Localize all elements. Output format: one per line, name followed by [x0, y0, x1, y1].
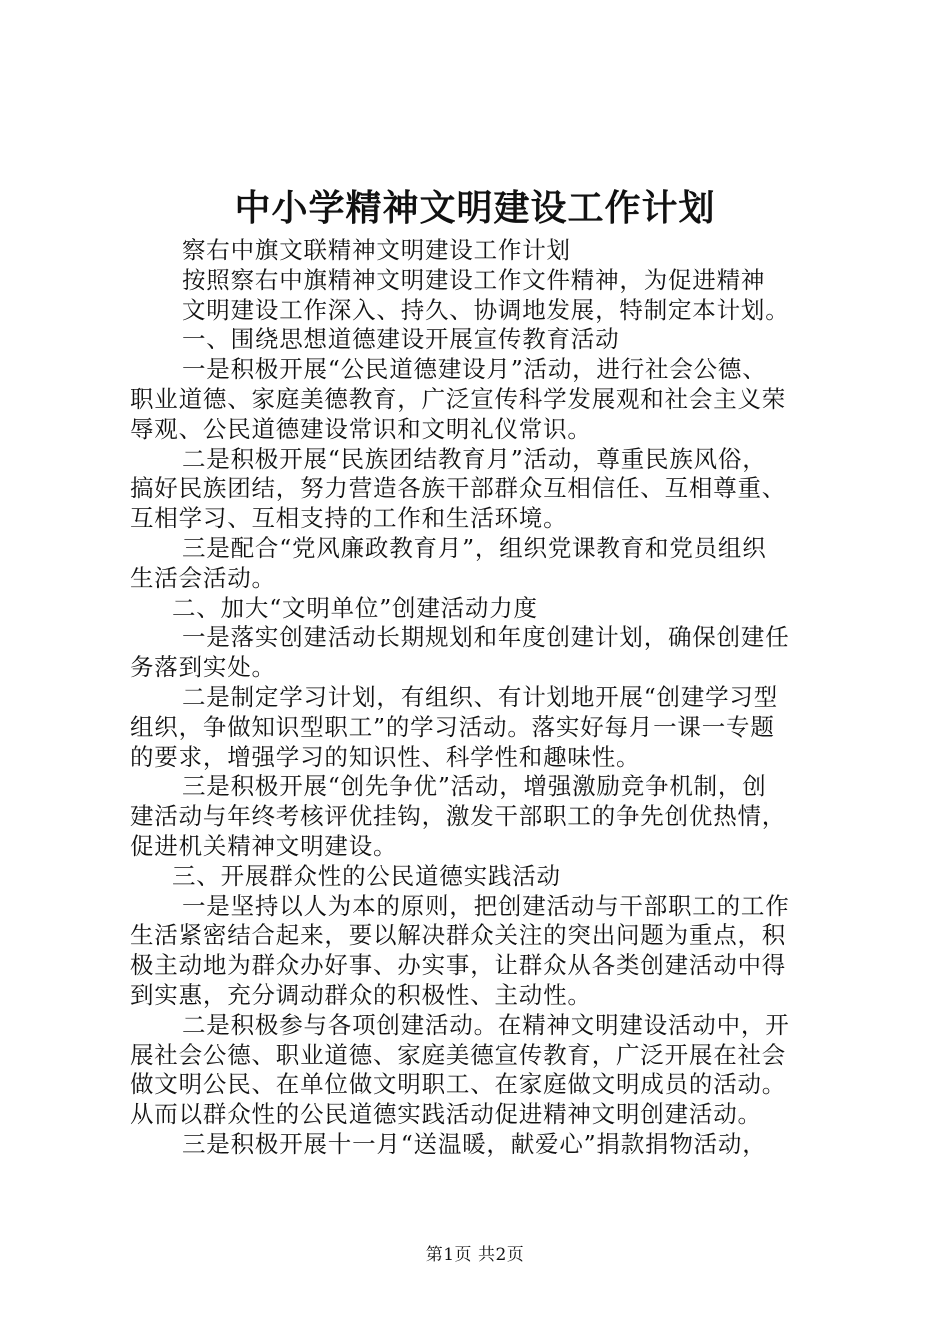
document-title: 中小学精神文明建设工作计划	[234, 187, 716, 229]
paragraph-line: 一是积极开展“公民道德建设月”活动，进行社会公德、	[182, 355, 767, 384]
paragraph-line: 到实惠，充分调动群众的积极性、主动性。	[130, 980, 592, 1009]
page-footer: 第1页 共2页	[425, 1245, 525, 1265]
paragraph-line: 建活动与年终考核评优挂钩，激发干部职工的争先创优热情，	[130, 802, 787, 831]
paragraph-line: 三是积极开展十一月“送温暖，献爱心”捐款捐物活动，	[182, 1129, 767, 1158]
subtitle-line: 察右中旗文联精神文明建设工作计划	[182, 236, 571, 264]
paragraph-line: 搞好民族团结，努力营造各族干部群众互相信任、互相尊重、	[130, 474, 787, 503]
paragraph-line: 组织，争做知识型职工”的学习活动。落实好每月一课一专题	[130, 712, 775, 741]
paragraph-line: 二是积极开展“民族团结教育月”活动，尊重民族风俗，	[182, 444, 767, 473]
section-heading: 一、围绕思想道德建设开展宣传教育活动	[182, 325, 620, 354]
paragraph-line: 辱观、公民道德建设常识和文明礼仪常识。	[130, 414, 592, 443]
paragraph-line: 一是坚持以人为本的原则，把创建活动与干部职工的工作	[182, 891, 790, 920]
paragraph-line: 二是制定学习计划，有组织、有计划地开展“创建学习型	[182, 682, 779, 711]
paragraph-line: 文明建设工作深入、持久、协调地发展，特制定本计划。	[182, 295, 790, 324]
paragraph-line: 按照察右中旗精神文明建设工作文件精神，为促进精神	[182, 265, 766, 294]
paragraph-line: 做文明公民、在单位做文明职工、在家庭做文明成员的活动。	[130, 1070, 787, 1099]
paragraph-line: 促进机关精神文明建设。	[130, 831, 398, 860]
paragraph-line: 二是积极参与各项创建活动。在精神文明建设活动中，开	[182, 1010, 790, 1039]
paragraph-line: 务落到实处。	[130, 653, 276, 682]
document-body	[130, 236, 830, 1160]
paragraph-line: 从而以群众性的公民道德实践活动促进精神文明创建活动。	[130, 1100, 762, 1129]
paragraph-line: 互相学习、互相支持的工作和生活环境。	[130, 504, 568, 533]
paragraph-line: 生活紧密结合起来，要以解决群众关注的突出问题为重点，积	[130, 921, 787, 950]
paragraph-line: 一是落实创建活动长期规划和年度创建计划，确保创建任	[182, 623, 790, 652]
paragraph-line: 职业道德、家庭美德教育，广泛宣传科学发展观和社会主义荣	[130, 384, 787, 413]
paragraph-line: 展社会公德、职业道德、家庭美德宣传教育，广泛开展在社会	[130, 1040, 787, 1069]
paragraph-line: 三是配合“党风廉政教育月”，组织党课教育和党员组织	[182, 533, 767, 562]
section-heading: 三、开展群众性的公民道德实践活动	[172, 861, 561, 890]
paragraph-line: 三是积极开展“创先争优”活动，增强激励竞争机制，创	[182, 772, 767, 801]
paragraph-line: 极主动地为群众办好事、办实事，让群众从各类创建活动中得	[130, 951, 787, 980]
section-heading: 二、加大“文明单位”创建活动力度	[172, 593, 538, 622]
paragraph-line: 生活会活动。	[130, 563, 276, 592]
paragraph-line: 的要求，增强学习的知识性、科学性和趣味性。	[130, 742, 641, 771]
